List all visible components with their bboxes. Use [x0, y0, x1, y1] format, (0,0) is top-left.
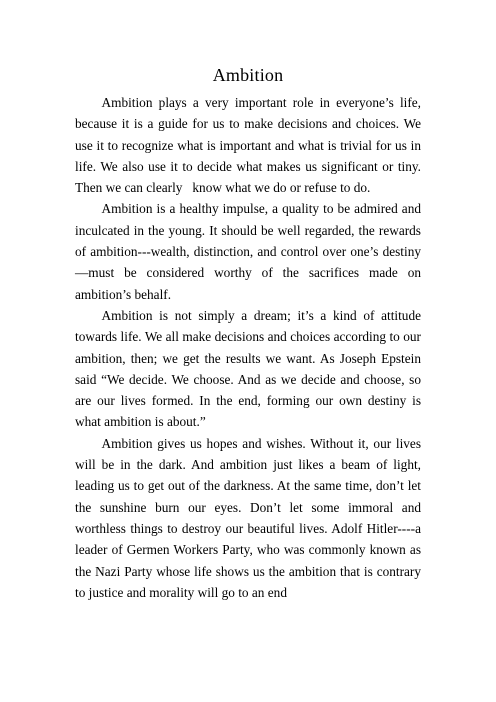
paragraph-3: Ambition is not simply a dream; it’s a kind of attitude towards life. We all make decisions and choices according to our ambition, then; we get the results we want. As Joseph Epstein said “We decide. We choose. And as we decide and choose, so are our lives formed. In the end, forming our own destiny is what ambition is about.”: [75, 307, 421, 430]
paragraph-1: Ambition plays a very important role in everyone’s life, because it is a guide for us to make decisions and choices. We use it to recognize what is important and what is trivial for us in life. We also use it to decide what makes us significant or tiny. Then we can clearly know what we do or refuse to do.: [75, 95, 421, 196]
document-title: Ambition: [212, 65, 284, 85]
paragraph-4: Ambition gives us hopes and wishes. Without it, our lives will be in the dark. And ambition just likes a beam of light, leading us to get out of the darkness. At the same time, don’t let the sunshine burn our eyes. Don’t let some immoral and worthless things to destroy our beautiful lives. Adolf Hitler----a leader of Germen Workers Party, who was commonly known as the Nazi Party whose life shows us the ambition that is contrary to justice and morality will go to an end: [75, 435, 421, 600]
paragraph-2: Ambition is a healthy impulse, a quality to be admired and inculcated in the young. It should be well regarded, the rewards of ambition---wealth, distinction, and control over one’s destiny—must be considered worthy of the sacrifices made on ambition’s behalf.: [75, 201, 421, 302]
